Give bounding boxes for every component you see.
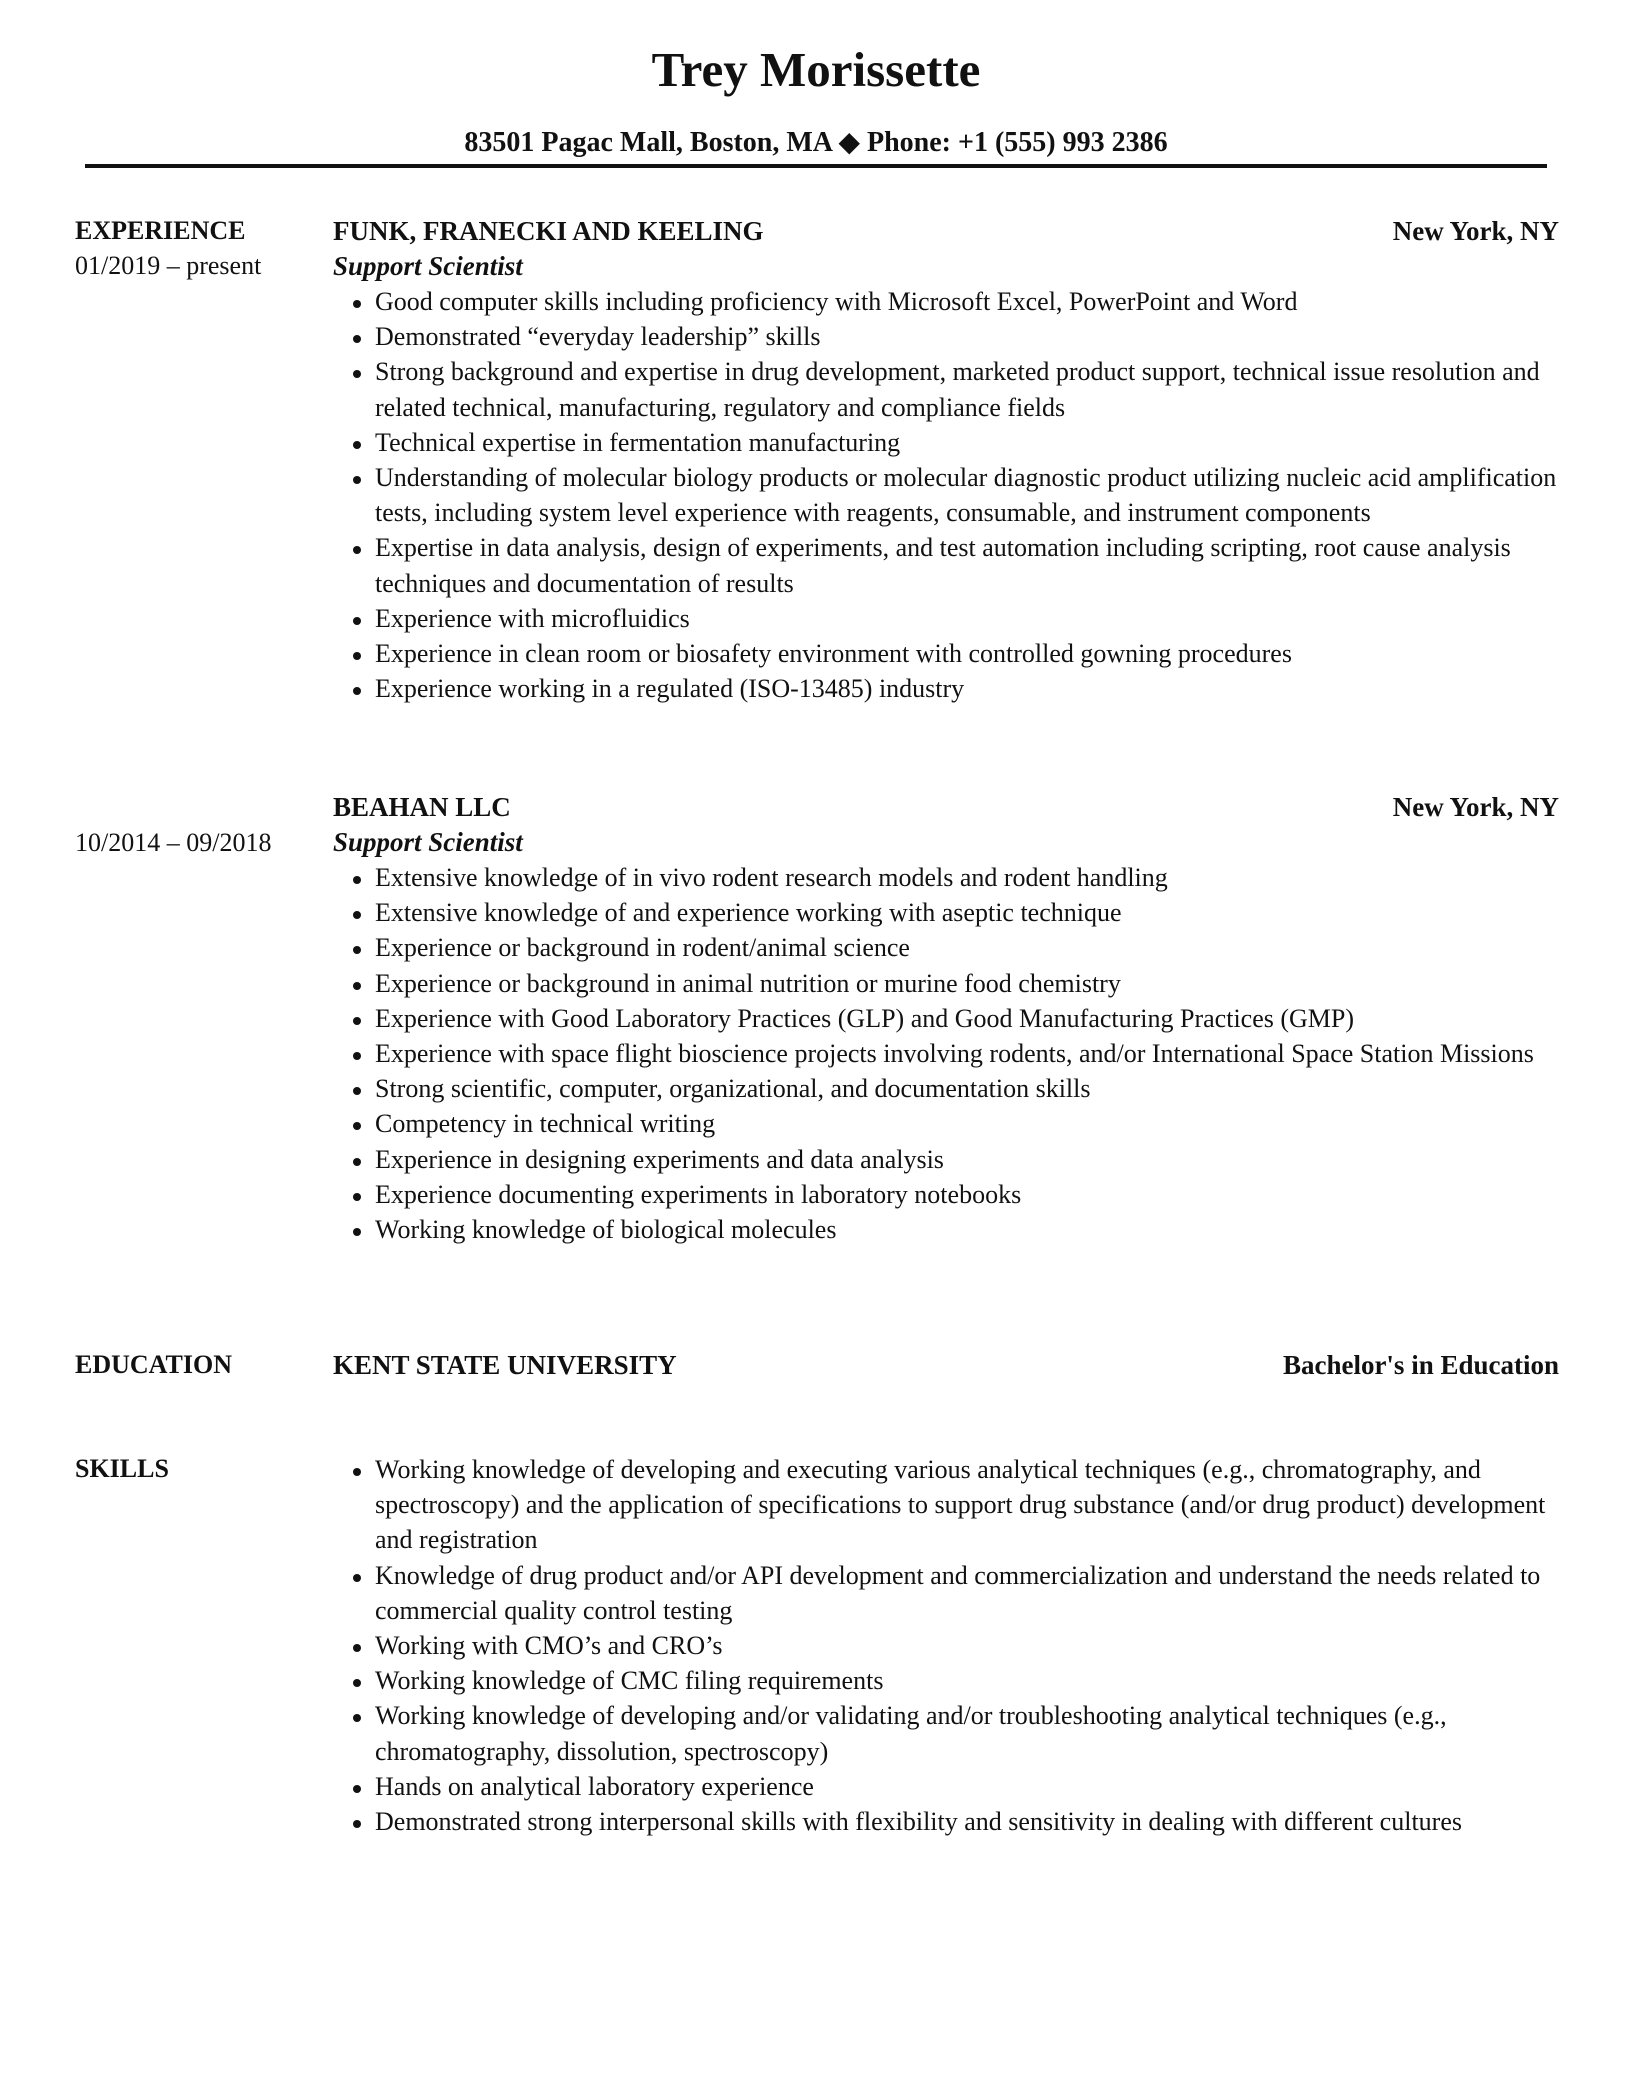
bullet-item: Technical expertise in fermentation manufacturing — [375, 425, 1559, 460]
bullet-item: Experience or background in rodent/animal science — [375, 930, 1559, 965]
bullet-item: Strong scientific, computer, organizational, and documentation skills — [375, 1071, 1559, 1106]
bullet-item: Experience in designing experiments and data analysis — [375, 1142, 1559, 1177]
bullet-item: Experience in clean room or biosafety environment with controlled gowning procedures — [375, 636, 1559, 671]
skill-item: Hands on analytical laboratory experience — [375, 1769, 1559, 1804]
skill-item: Working knowledge of CMC filing requirements — [375, 1663, 1559, 1698]
bullet-item: Experience documenting experiments in laboratory notebooks — [375, 1177, 1559, 1212]
education-degree: Bachelor's in Education — [1282, 1350, 1559, 1380]
job-bullets — [333, 860, 1559, 1247]
candidate-name: Trey Morissette — [651, 42, 981, 97]
education-school: KENT STATE UNIVERSITY — [333, 1350, 677, 1380]
job-entry — [333, 214, 1559, 706]
section-label-skills: SKILLS — [75, 1454, 169, 1483]
job-title: Support Scientist — [333, 827, 523, 857]
bullet-item: Experience with space flight bioscience projects involving rodents, and/or International Space Station Missions — [375, 1036, 1559, 1071]
job-title: Support Scientist — [333, 251, 523, 281]
bullet-item: Experience with Good Laboratory Practices (GLP) and Good Manufacturing Practices (GMP) — [375, 1001, 1559, 1036]
education-entry — [333, 1348, 1559, 1382]
skills-entry — [333, 1452, 1559, 1839]
skill-item: Working with CMO’s and CRO’s — [375, 1628, 1559, 1663]
skill-item: Working knowledge of developing and/or validating and/or troubleshooting analytical techniques (e.g., chromatography, dissolution, spectroscopy) — [375, 1698, 1559, 1768]
skills-list — [333, 1452, 1559, 1839]
bullet-item: Extensive knowledge of and experience working with aseptic technique — [375, 895, 1559, 930]
bullet-item: Expertise in data analysis, design of experiments, and test automation including scripting, root cause analysis techniques and documentation of results — [375, 530, 1559, 600]
bullet-item: Understanding of molecular biology products or molecular diagnostic product utilizing nucleic acid amplification tests, including system level experience with reagents, consumable, and instrument components — [375, 460, 1559, 530]
bullet-item: Experience working in a regulated (ISO-13485) industry — [375, 671, 1559, 706]
job-entry — [333, 790, 1559, 1247]
bullet-item: Extensive knowledge of in vivo rodent research models and rodent handling — [375, 860, 1559, 895]
skill-item: Demonstrated strong interpersonal skills with flexibility and sensitivity in dealing with different cultures — [375, 1804, 1559, 1839]
section-label-experience: EXPERIENCE — [75, 216, 246, 245]
contact-line: 83501 Pagac Mall, Boston, MA ◆ Phone: +1 (555) 993 2386 — [464, 127, 1168, 158]
job-location: New York, NY — [1392, 792, 1559, 822]
bullet-item: Good computer skills including proficiency with Microsoft Excel, PowerPoint and Word — [375, 284, 1559, 319]
bullet-item: Competency in technical writing — [375, 1106, 1559, 1141]
bullet-item: Strong background and expertise in drug development, marketed product support, technical issue resolution and related technical, manufacturing, regulatory and compliance fields — [375, 354, 1559, 424]
header-divider — [85, 164, 1547, 168]
bullet-item: Working knowledge of biological molecules — [375, 1212, 1559, 1247]
bullet-item: Experience with microfluidics — [375, 601, 1559, 636]
section-label-education: EDUCATION — [75, 1350, 232, 1379]
bullet-item: Demonstrated “everyday leadership” skills — [375, 319, 1559, 354]
job-company: FUNK, FRANECKI AND KEELING — [333, 216, 764, 246]
job-dates: 01/2019 – present — [75, 251, 262, 280]
job-company: BEAHAN LLC — [333, 792, 511, 822]
job-location: New York, NY — [1392, 216, 1559, 246]
skill-item: Knowledge of drug product and/or API development and commercialization and understand the needs related to commercial quality control testing — [375, 1558, 1559, 1628]
bullet-item: Experience or background in animal nutrition or murine food chemistry — [375, 966, 1559, 1001]
skill-item: Working knowledge of developing and executing various analytical techniques (e.g., chromatography, and spectroscopy) and the application of specifications to support drug substance (and/or drug product) development and registration — [375, 1452, 1559, 1558]
job-bullets — [333, 284, 1559, 706]
job-dates: 10/2014 – 09/2018 — [75, 828, 272, 857]
